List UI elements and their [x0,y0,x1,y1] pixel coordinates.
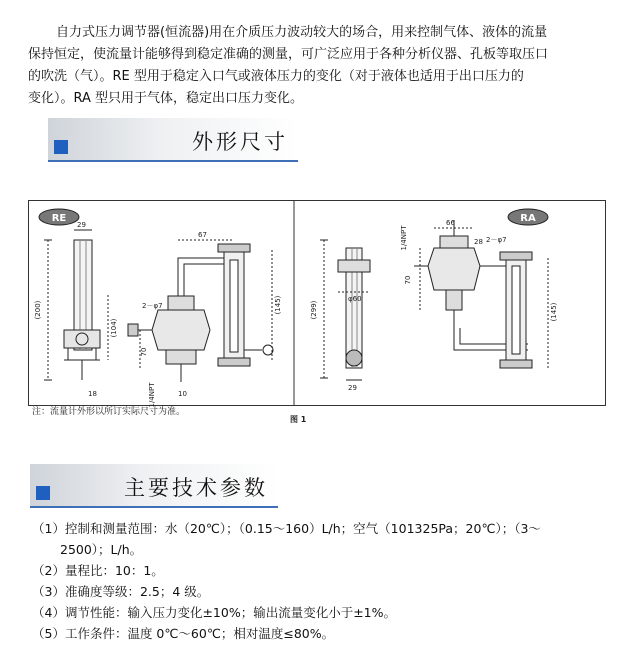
dim-label: 10 [178,390,187,398]
dimension-figure [28,200,606,430]
spec-item: （5）工作条件：温度 0℃～60℃；相对温度≤80%。 [32,626,335,641]
dim-label: (200) [34,300,42,320]
spec-item: （2）量程比：10：1。 [32,563,164,578]
intro-line: 的吹洗（气）。RE 型用于稳定入口气或液体压力的变化（对于液体也适用于出口压力的 [28,69,524,84]
spec-item: （1）控制和测量范围：水（20℃）；（0.15～160）L/h；空气（101325Pa；20℃）；（3～ [32,521,541,536]
spec-list [32,518,604,644]
dim-label: 29 [348,384,357,392]
dim-label: 2－φ7 [486,236,507,244]
dim-label: 70 [140,347,148,357]
ra-badge [508,209,548,225]
dim-label: 2－φ7 [142,302,163,310]
section-title: 外形尺寸 [192,130,288,154]
dim-label: 1/4NPT [400,225,408,251]
spec-item: （4）调节性能：输入压力变化±10%；输出流量变化小于±1%。 [32,605,397,620]
intro-line: 变化）。RA 型只用于气体，稳定出口压力变化。 [28,91,304,106]
figure-caption: 图 1 [290,415,307,424]
dim-label: 29 [77,221,86,229]
intro-line: 保持恒定，使流量计能够得到稳定准确的测量，可广泛应用于各种分析仪器、孔板等取压口 [28,47,549,62]
section-header-specs [30,464,278,508]
section-marker-icon [36,486,50,500]
section-header-dimensions [48,118,298,162]
dim-label: 67 [198,231,207,239]
intro-line: 自力式压力调节器(恒流器)用在介质压力波动较大的场合，用来控制气体、液体的流量 [56,25,548,40]
ra-badge-label: RA [520,213,536,224]
dim-label: (145) [274,295,282,315]
re-badge [39,209,79,225]
figure-note: 注：流量计外形以所订实际尺寸为准。 [32,407,186,417]
dim-label: 66 [446,219,455,227]
dim-label: 28 [474,238,483,246]
spec-item-continuation: 2500）；L/h。 [60,542,143,557]
spec-item: （3）准确度等级：2.5；4 级。 [32,584,210,599]
dim-label: 1/4NPT [148,382,156,408]
intro-paragraph [28,22,604,110]
dim-label: (104) [110,318,118,338]
dim-label: (145) [550,302,558,322]
section-marker-icon [54,140,68,154]
dim-label: 70 [404,275,412,285]
dimension-drawing [28,200,606,430]
dim-label: (299) [310,300,318,320]
dim-label: 18 [88,390,97,398]
section-title: 主要技术参数 [124,476,268,500]
dim-label: φ60 [348,295,362,303]
re-badge-label: RE [51,213,67,224]
